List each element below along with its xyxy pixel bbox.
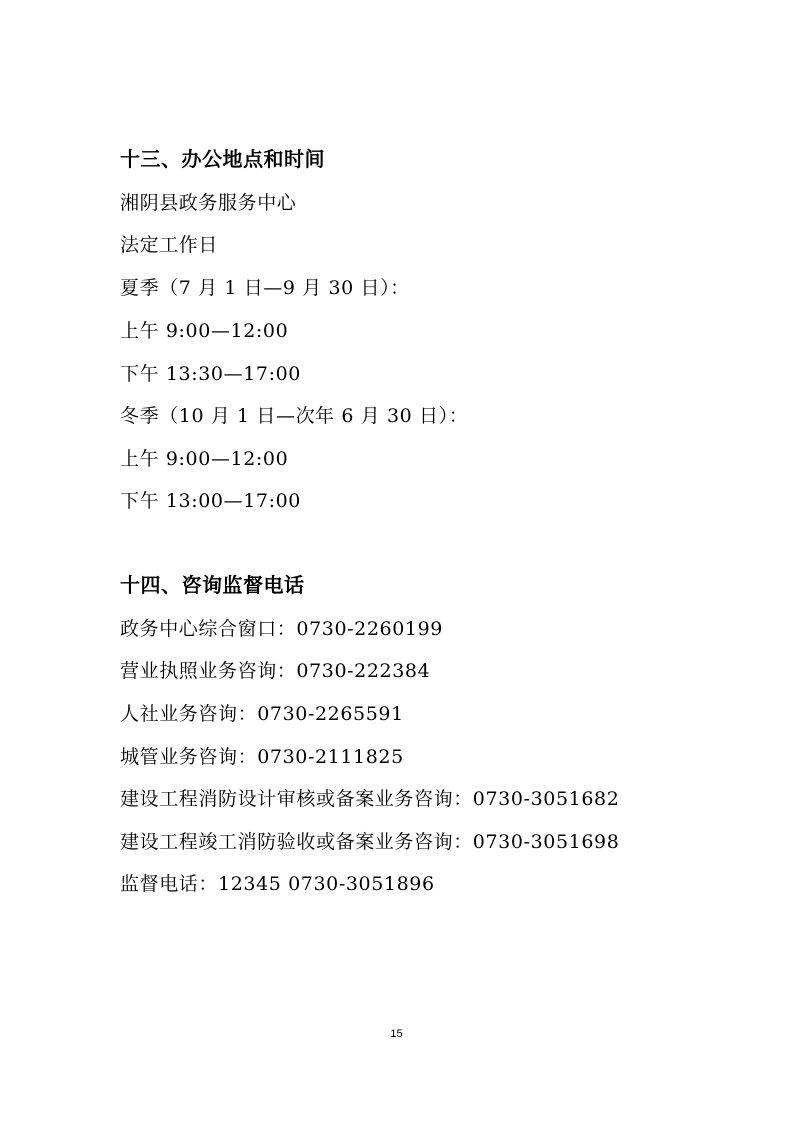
winter-afternoon-hours: 下午 13:00—17:00: [120, 490, 301, 512]
office-location: 湘阴县政务服务中心: [120, 192, 297, 214]
summer-afternoon-hours: 下午 13:30—17:00: [120, 363, 301, 385]
winter-schedule-label: 冬季（10 月 1 日—次年 6 月 30 日）：: [120, 405, 469, 427]
section-14-title: 十四、咨询监督电话: [120, 573, 305, 597]
page-number: 15: [390, 1028, 403, 1040]
working-days-label: 法定工作日: [120, 234, 219, 256]
winter-morning-hours: 上午 9:00—12:00: [120, 448, 289, 470]
supervision-hotline: 监督电话：12345 0730-3051896: [120, 873, 435, 895]
contact-line: 建设工程消防设计审核或备案业务咨询：0730-3051682: [120, 788, 620, 810]
contact-line: 人社业务咨询：0730-2265591: [120, 703, 404, 725]
contact-line: 城管业务咨询：0730-2111825: [120, 746, 404, 768]
section-13-title: 十三、办公地点和时间: [120, 147, 325, 171]
contact-line: 建设工程竣工消防验收或备案业务咨询：0730-3051698: [120, 831, 620, 853]
contact-line: 营业执照业务咨询：0730-222384: [120, 660, 431, 682]
summer-schedule-label: 夏季（7 月 1 日—9 月 30 日）：: [120, 277, 410, 299]
contact-line: 政务中心综合窗口：0730-2260199: [120, 618, 443, 640]
summer-morning-hours: 上午 9:00—12:00: [120, 320, 289, 342]
